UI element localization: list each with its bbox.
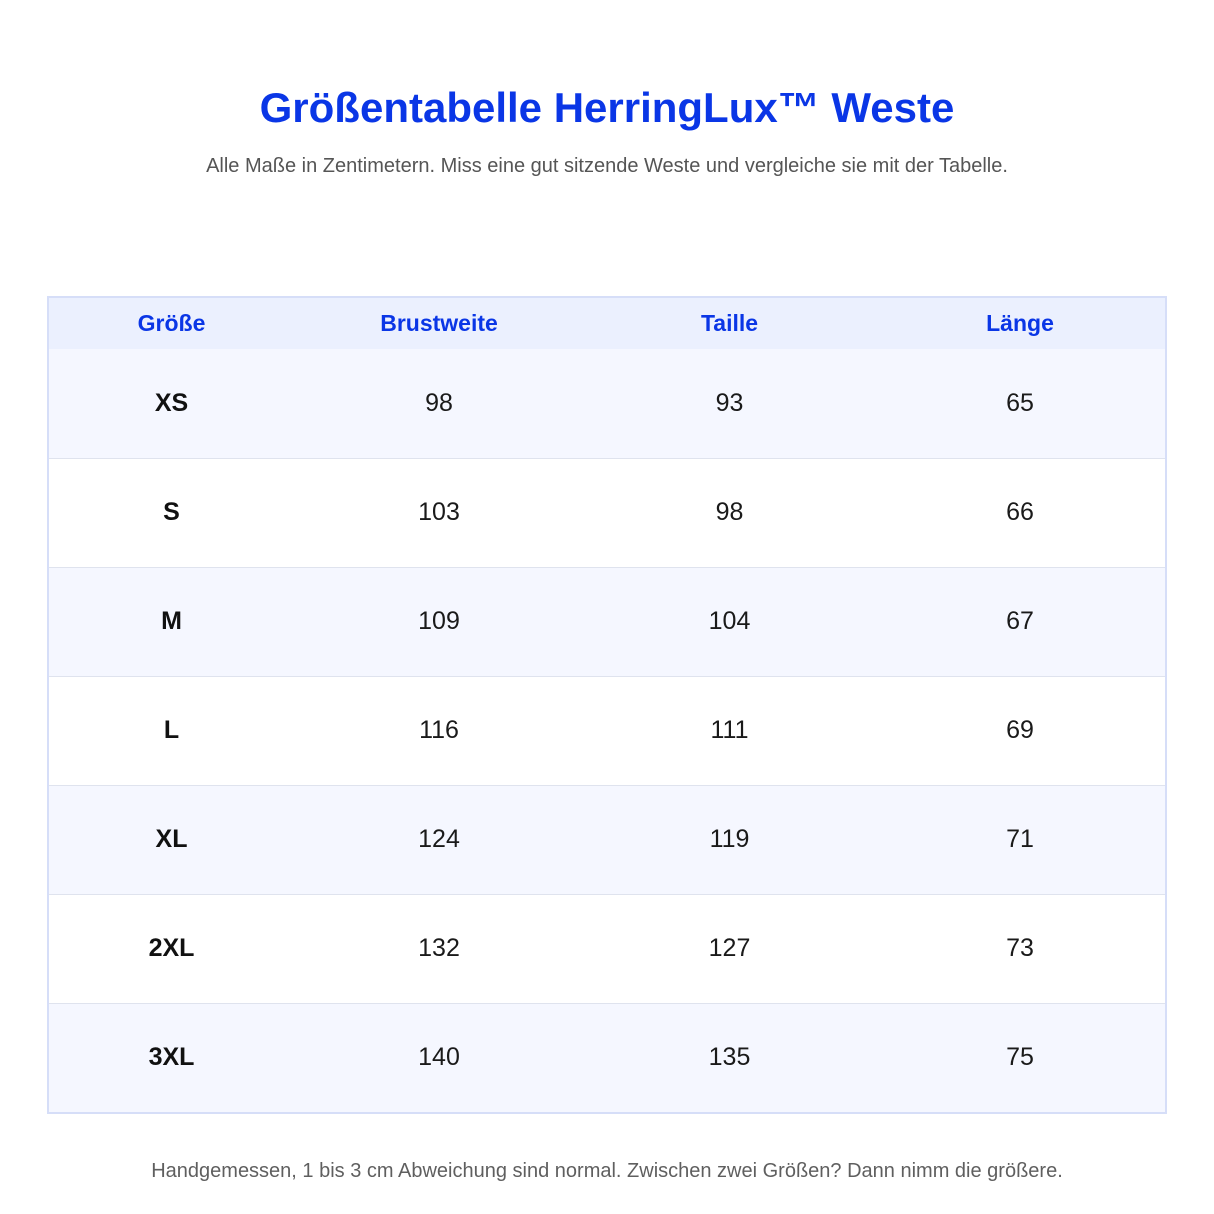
- size-cell: 2XL: [148, 934, 195, 962]
- table-row: [49, 785, 1165, 894]
- column-header-waist: Taille: [700, 310, 759, 336]
- length-cell: 75: [1006, 1043, 1034, 1072]
- table-body: [49, 349, 1165, 1112]
- size-cell: M: [161, 607, 182, 635]
- waist-cell: 135: [708, 1043, 751, 1072]
- chest-cell: 103: [418, 498, 460, 526]
- size-cell: 3XL: [148, 1043, 195, 1072]
- size-cell: XS: [154, 388, 189, 417]
- chest-cell: 124: [418, 825, 460, 853]
- waist-cell: 98: [715, 498, 744, 526]
- waist-cell: 93: [715, 388, 744, 417]
- column-header-size: Größe: [137, 310, 206, 336]
- size-chart-table-container: [47, 296, 1167, 1114]
- page-subtitle: Alle Maße in Zentimetern. Miss eine gut sitzende Weste und vergleiche sie mit der Tabelle.: [206, 155, 1008, 177]
- column-header-length: Länge: [986, 310, 1054, 336]
- waist-cell: 111: [710, 716, 749, 744]
- chest-cell: 140: [418, 1043, 460, 1072]
- table-row: [49, 349, 1165, 458]
- column-header-chest: Brustweite: [380, 310, 498, 336]
- waist-cell: 119: [709, 825, 750, 853]
- table-header: [49, 298, 1165, 349]
- length-cell: 71: [1006, 825, 1034, 853]
- length-cell: 73: [1006, 934, 1034, 962]
- table-row: [49, 1003, 1165, 1112]
- chest-cell: 98: [425, 388, 453, 417]
- waist-cell: 127: [708, 934, 751, 962]
- chest-cell: 132: [418, 934, 460, 962]
- table-row: [49, 458, 1165, 567]
- table-row: [49, 676, 1165, 785]
- length-cell: 65: [1006, 388, 1034, 417]
- chest-cell: 116: [419, 716, 459, 744]
- table-header-row: [49, 298, 1165, 349]
- size-cell: S: [163, 498, 180, 526]
- length-cell: 67: [1006, 607, 1034, 635]
- chest-cell: 109: [418, 607, 460, 635]
- table-row: [49, 894, 1165, 1003]
- table-row: [49, 567, 1165, 676]
- length-cell: 66: [1006, 498, 1034, 526]
- size-cell: XL: [155, 825, 188, 853]
- size-cell: L: [163, 716, 180, 744]
- footnote: Handgemessen, 1 bis 3 cm Abweichung sind normal. Zwischen zwei Größen? Dann nimm die größere.: [151, 1160, 1063, 1182]
- size-chart-table: [49, 298, 1165, 1112]
- waist-cell: 104: [708, 607, 751, 635]
- page-title: Größentabelle HerringLux™ Weste: [259, 84, 955, 131]
- length-cell: 69: [1006, 716, 1034, 744]
